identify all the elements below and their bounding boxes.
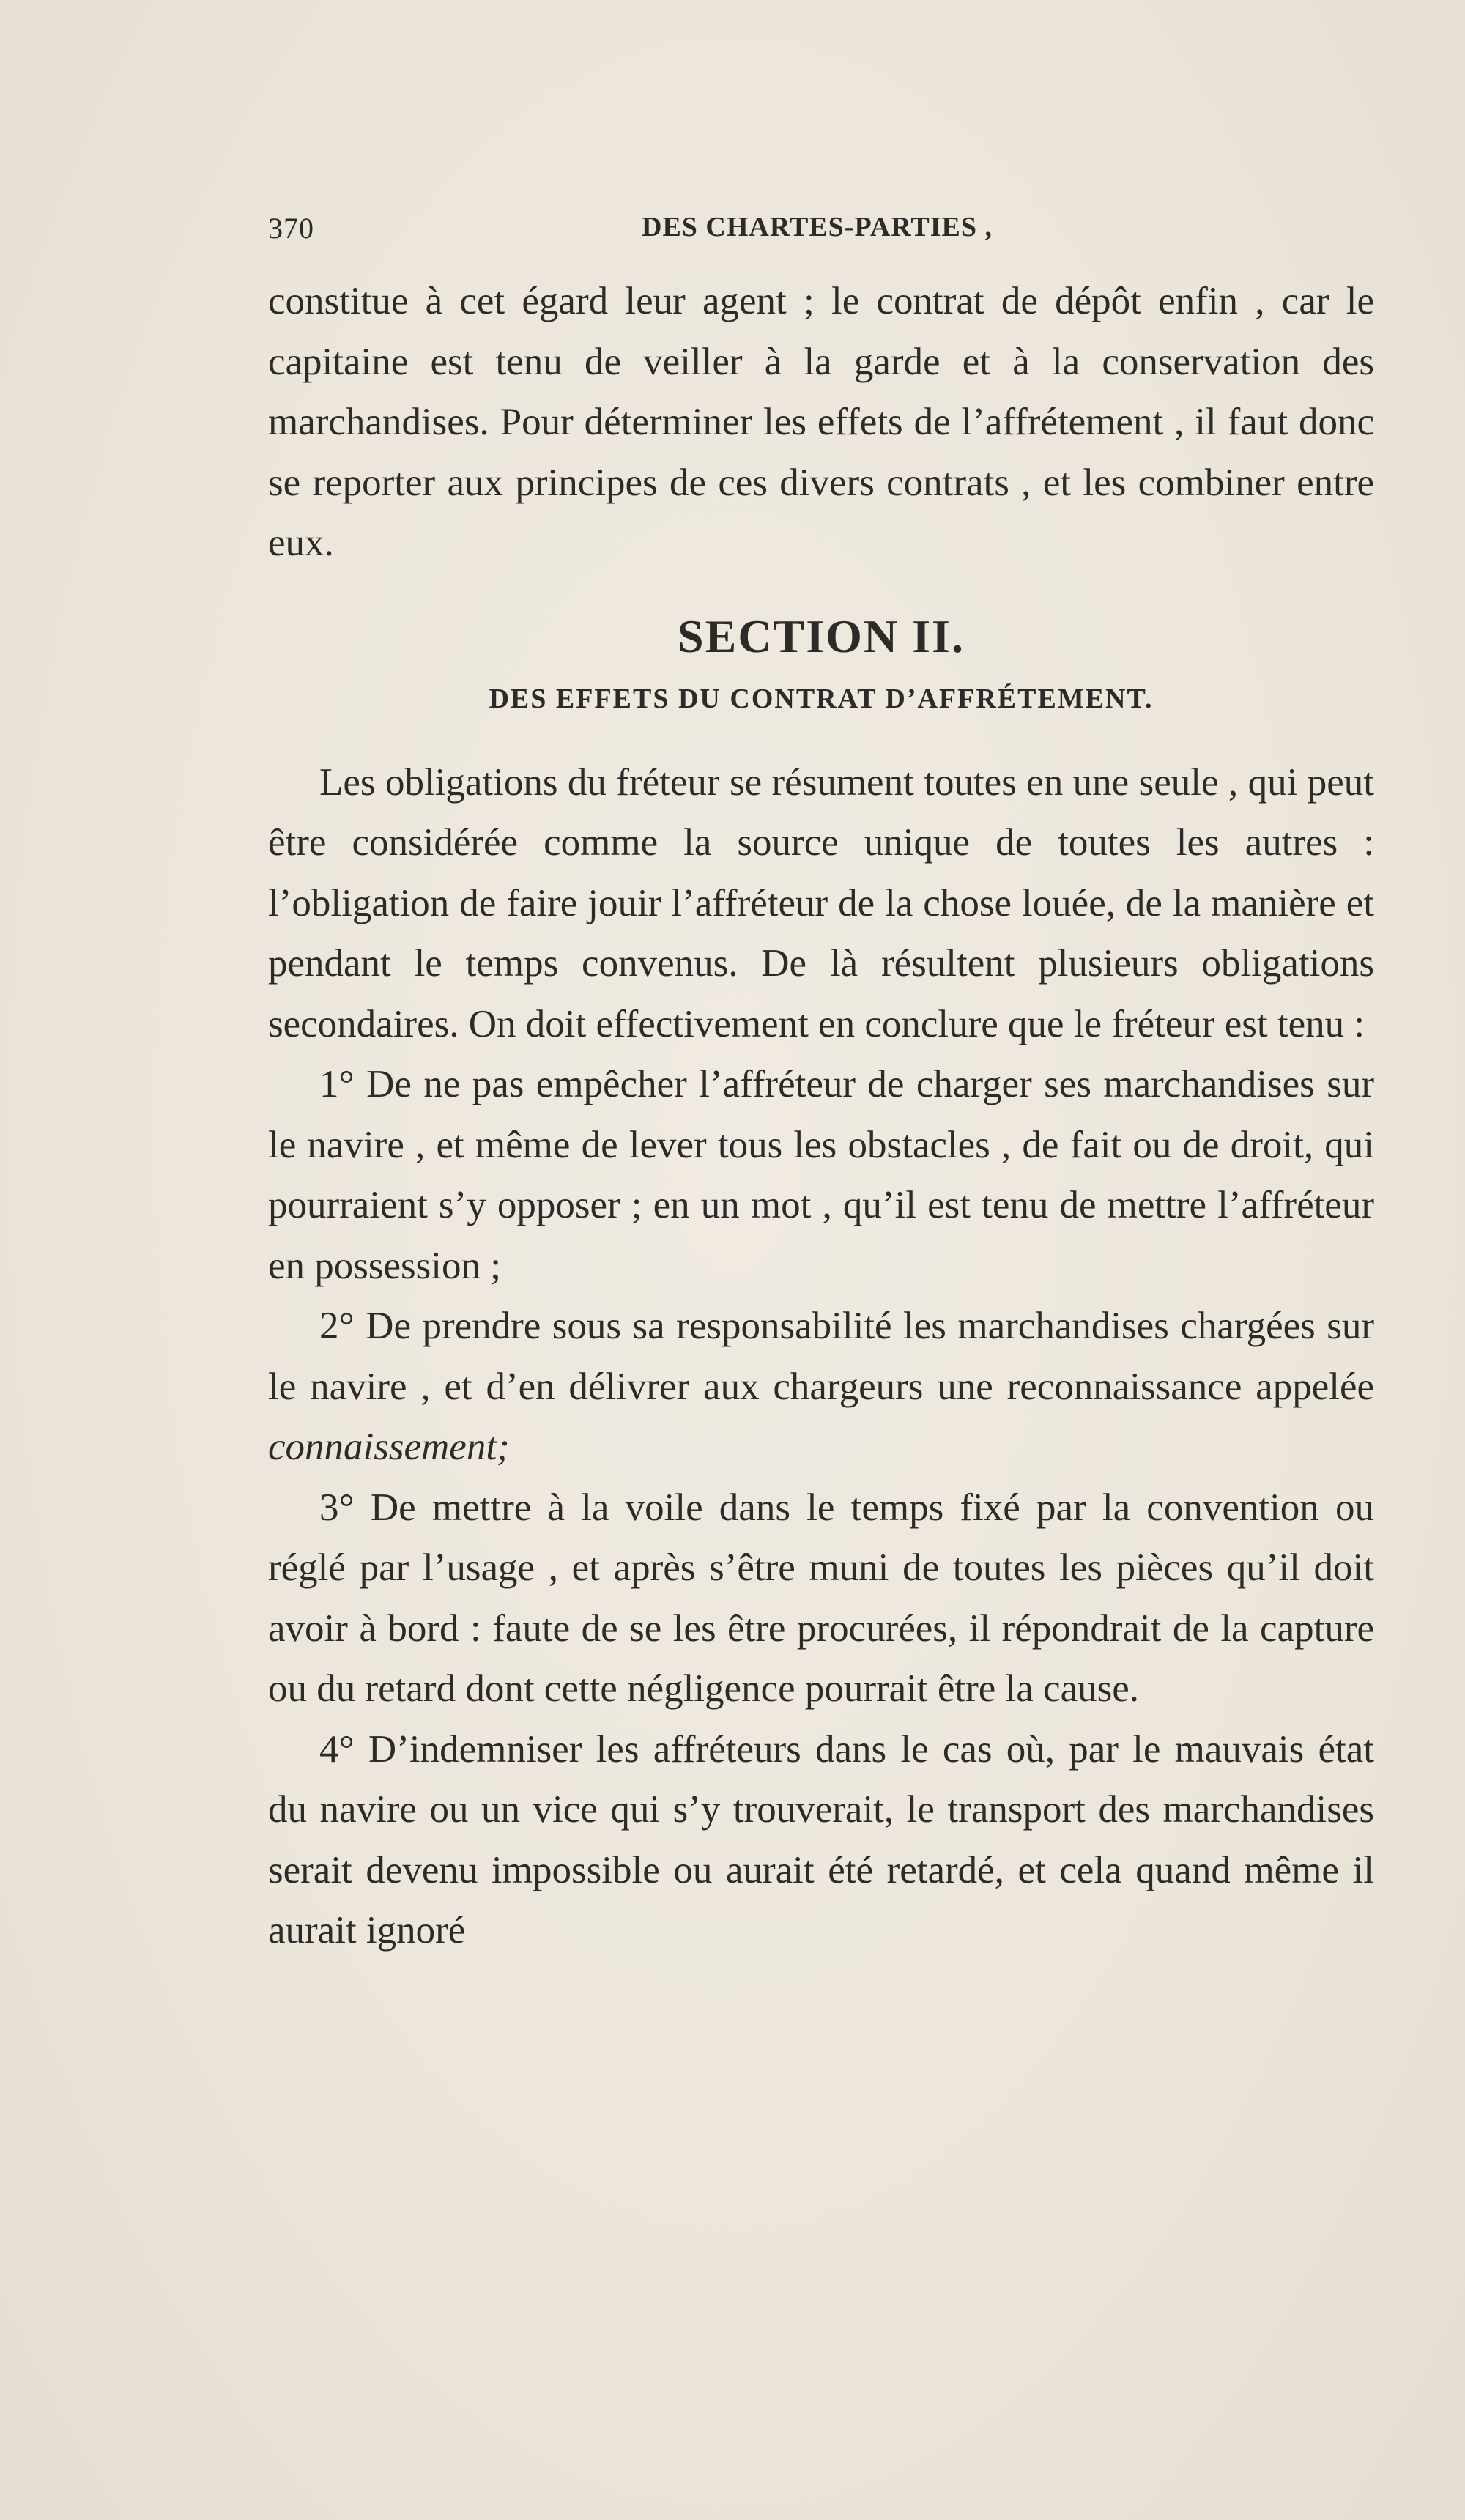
- section-subtitle: DES EFFETS DU CONTRAT D’AFFRÉTEMENT.: [489, 683, 1154, 714]
- list-item-2: [268, 1296, 1374, 1478]
- paragraph-intro: constitue à cet égard leur agent ; le contrat de dépôt enfin , car le capitaine est tenu de veiller à la garde et à la conservation des marchandises. Pour déterminer les effets de l’affrétement , il faut donc se reporter aux principes de ces divers contrats , et les combiner entre eux.: [268, 280, 1374, 564]
- section-title: SECTION II.: [678, 609, 965, 662]
- page-number: 370: [268, 212, 314, 245]
- term-connaissement: connaissement;: [268, 1426, 510, 1468]
- list-item-3: 3° De mettre à la voile dans le temps fixé par la convention ou réglé par l’usage , et après s’être muni de toutes les pièces qu’il doit avoir à bord : faute de se les être procurées, il répondrait de la capture ou du retard dont cette négligence pourrait être la cause.: [268, 1486, 1374, 1710]
- running-head: [268, 211, 1023, 248]
- list-item-2-text: 2° De prendre sous sa responsabilité les marchandises chargées sur le navire , et d’en délivrer aux chargeurs une reconnaissance appelée: [268, 1305, 1374, 1408]
- list-item-1: 1° De ne pas empêcher l’affréteur de charger ses marchandises sur le navire , et même de lever tous les obstacles , de fait ou de droit, qui pourraient s’y opposer ; en un mot , qu’il est tenu de mettre l’affréteur en possession ;: [268, 1063, 1374, 1287]
- text-block: [268, 271, 1374, 1961]
- list-item-4: 4° D’indemniser les affréteurs dans le cas où, par le mauvais état du navire ou un vice qui s’y trouverait, le transport des marchandises serait devenu impossible ou aurait été retardé, et cela quand même il aurait ignoré: [268, 1727, 1374, 1952]
- running-title: DES CHARTES-PARTIES ,: [642, 212, 993, 242]
- paragraph-obligations: Les obligations du fréteur se résument toutes en une seule , qui peut être considérée comme la source unique de toutes les autres : l’obligation de faire jouir l’affréteur de la chose louée, de la manière et pendant le temps convenus. De là résultent plusieurs obligations secondaires. On doit effectivement en conclure que le fréteur est tenu :: [268, 760, 1374, 1045]
